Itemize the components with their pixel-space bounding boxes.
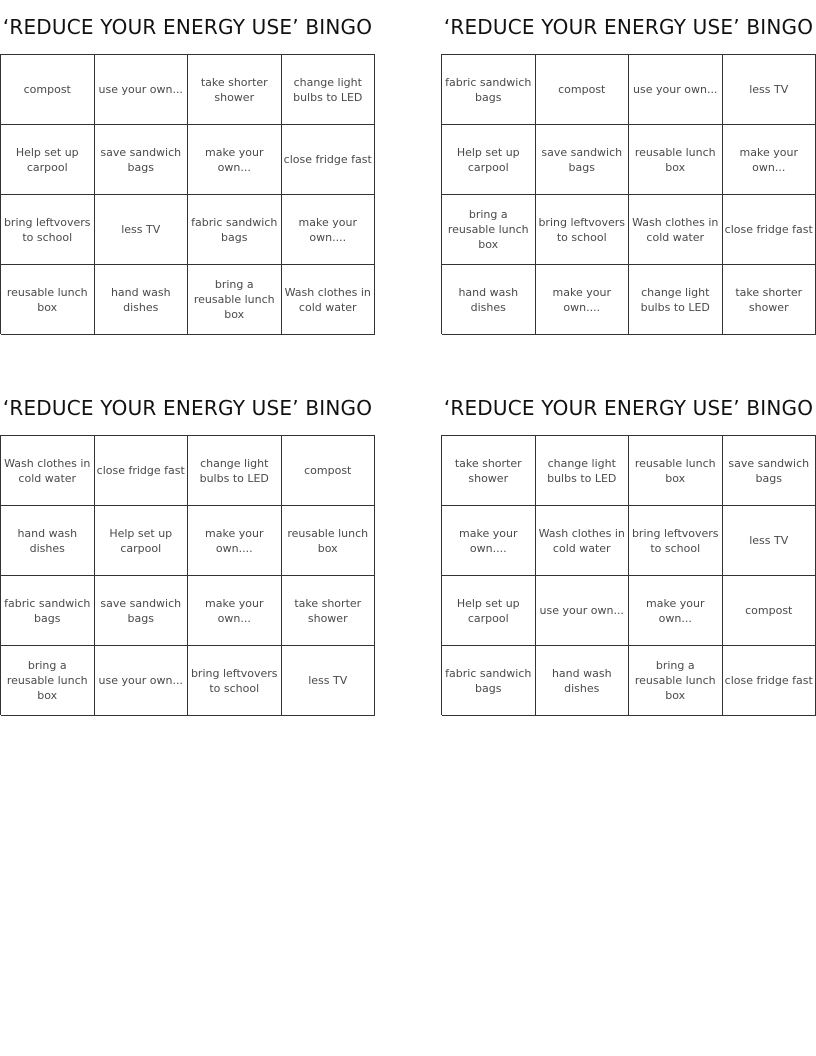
bingo-cell: bring leftvovers to school bbox=[1, 195, 95, 265]
bingo-cell: Help set up carpool bbox=[1, 125, 95, 195]
bingo-cell: less TV bbox=[95, 195, 189, 265]
bingo-cell: reusable lunch box bbox=[282, 506, 376, 576]
bingo-grid bbox=[0, 435, 375, 715]
bingo-cell: reusable lunch box bbox=[1, 265, 95, 335]
bingo-cell: save sandwich bags bbox=[536, 125, 630, 195]
bingo-card-title: ‘REDUCE YOUR ENERGY USE’ BINGO bbox=[443, 15, 814, 39]
bingo-cell: compost bbox=[536, 55, 630, 125]
bingo-card-title: ‘REDUCE YOUR ENERGY USE’ BINGO bbox=[2, 15, 373, 39]
bingo-cell: bring a reusable lunch box bbox=[188, 265, 282, 335]
bingo-cell: compost bbox=[723, 576, 816, 646]
bingo-cell: hand wash dishes bbox=[95, 265, 189, 335]
bingo-cell: close fridge fast bbox=[282, 125, 376, 195]
bingo-cell: change light bulbs to LED bbox=[188, 436, 282, 506]
bingo-cell: less TV bbox=[723, 55, 816, 125]
bingo-cell: use your own... bbox=[95, 55, 189, 125]
bingo-cell: take shorter shower bbox=[282, 576, 376, 646]
bingo-cell: use your own... bbox=[95, 646, 189, 716]
bingo-cell: close fridge fast bbox=[723, 195, 816, 265]
bingo-card-title: ‘REDUCE YOUR ENERGY USE’ BINGO bbox=[2, 396, 373, 420]
bingo-cell: use your own... bbox=[629, 55, 723, 125]
bingo-cell: take shorter shower bbox=[723, 265, 816, 335]
bingo-cell: fabric sandwich bags bbox=[442, 55, 536, 125]
bingo-cell: compost bbox=[282, 436, 376, 506]
bingo-cell: bring a reusable lunch box bbox=[442, 195, 536, 265]
bingo-cell: reusable lunch box bbox=[629, 125, 723, 195]
bingo-cell: take shorter shower bbox=[442, 436, 536, 506]
bingo-cell: save sandwich bags bbox=[723, 436, 816, 506]
bingo-cell: bring a reusable lunch box bbox=[629, 646, 723, 716]
bingo-cell: hand wash dishes bbox=[536, 646, 630, 716]
bingo-cell: fabric sandwich bags bbox=[442, 646, 536, 716]
bingo-cell: Help set up carpool bbox=[442, 125, 536, 195]
bingo-grid bbox=[441, 435, 816, 715]
bingo-cell: hand wash dishes bbox=[1, 506, 95, 576]
bingo-cell: reusable lunch box bbox=[629, 436, 723, 506]
bingo-cell: Wash clothes in cold water bbox=[282, 265, 376, 335]
bingo-cell: make your own.... bbox=[536, 265, 630, 335]
bingo-cell: make your own... bbox=[188, 576, 282, 646]
bingo-cell: Wash clothes in cold water bbox=[629, 195, 723, 265]
bingo-cell: change light bulbs to LED bbox=[282, 55, 376, 125]
bingo-cell: use your own... bbox=[536, 576, 630, 646]
bingo-cell: make your own.... bbox=[188, 506, 282, 576]
bingo-card-title: ‘REDUCE YOUR ENERGY USE’ BINGO bbox=[443, 396, 814, 420]
bingo-cell: less TV bbox=[282, 646, 376, 716]
bingo-cell: make your own.... bbox=[442, 506, 536, 576]
bingo-grid bbox=[0, 54, 375, 334]
bingo-cell: Wash clothes in cold water bbox=[1, 436, 95, 506]
bingo-cell: take shorter shower bbox=[188, 55, 282, 125]
bingo-cell: hand wash dishes bbox=[442, 265, 536, 335]
bingo-grid bbox=[441, 54, 816, 334]
bingo-cell: compost bbox=[1, 55, 95, 125]
bingo-cell: bring leftvovers to school bbox=[536, 195, 630, 265]
bingo-cell: make your own... bbox=[629, 576, 723, 646]
bingo-cell: change light bulbs to LED bbox=[629, 265, 723, 335]
bingo-cell: close fridge fast bbox=[95, 436, 189, 506]
bingo-cell: save sandwich bags bbox=[95, 576, 189, 646]
bingo-cell: bring leftvovers to school bbox=[188, 646, 282, 716]
bingo-cell: fabric sandwich bags bbox=[188, 195, 282, 265]
bingo-cell: make your own... bbox=[723, 125, 816, 195]
bingo-cell: make your own... bbox=[188, 125, 282, 195]
bingo-cell: close fridge fast bbox=[723, 646, 816, 716]
bingo-cell: less TV bbox=[723, 506, 816, 576]
bingo-cell: Help set up carpool bbox=[442, 576, 536, 646]
bingo-cell: change light bulbs to LED bbox=[536, 436, 630, 506]
bingo-cell: Help set up carpool bbox=[95, 506, 189, 576]
bingo-cell: bring a reusable lunch box bbox=[1, 646, 95, 716]
bingo-cell: Wash clothes in cold water bbox=[536, 506, 630, 576]
bingo-cell: bring leftvovers to school bbox=[629, 506, 723, 576]
bingo-cell: save sandwich bags bbox=[95, 125, 189, 195]
bingo-cell: make your own.... bbox=[282, 195, 376, 265]
bingo-cell: fabric sandwich bags bbox=[1, 576, 95, 646]
